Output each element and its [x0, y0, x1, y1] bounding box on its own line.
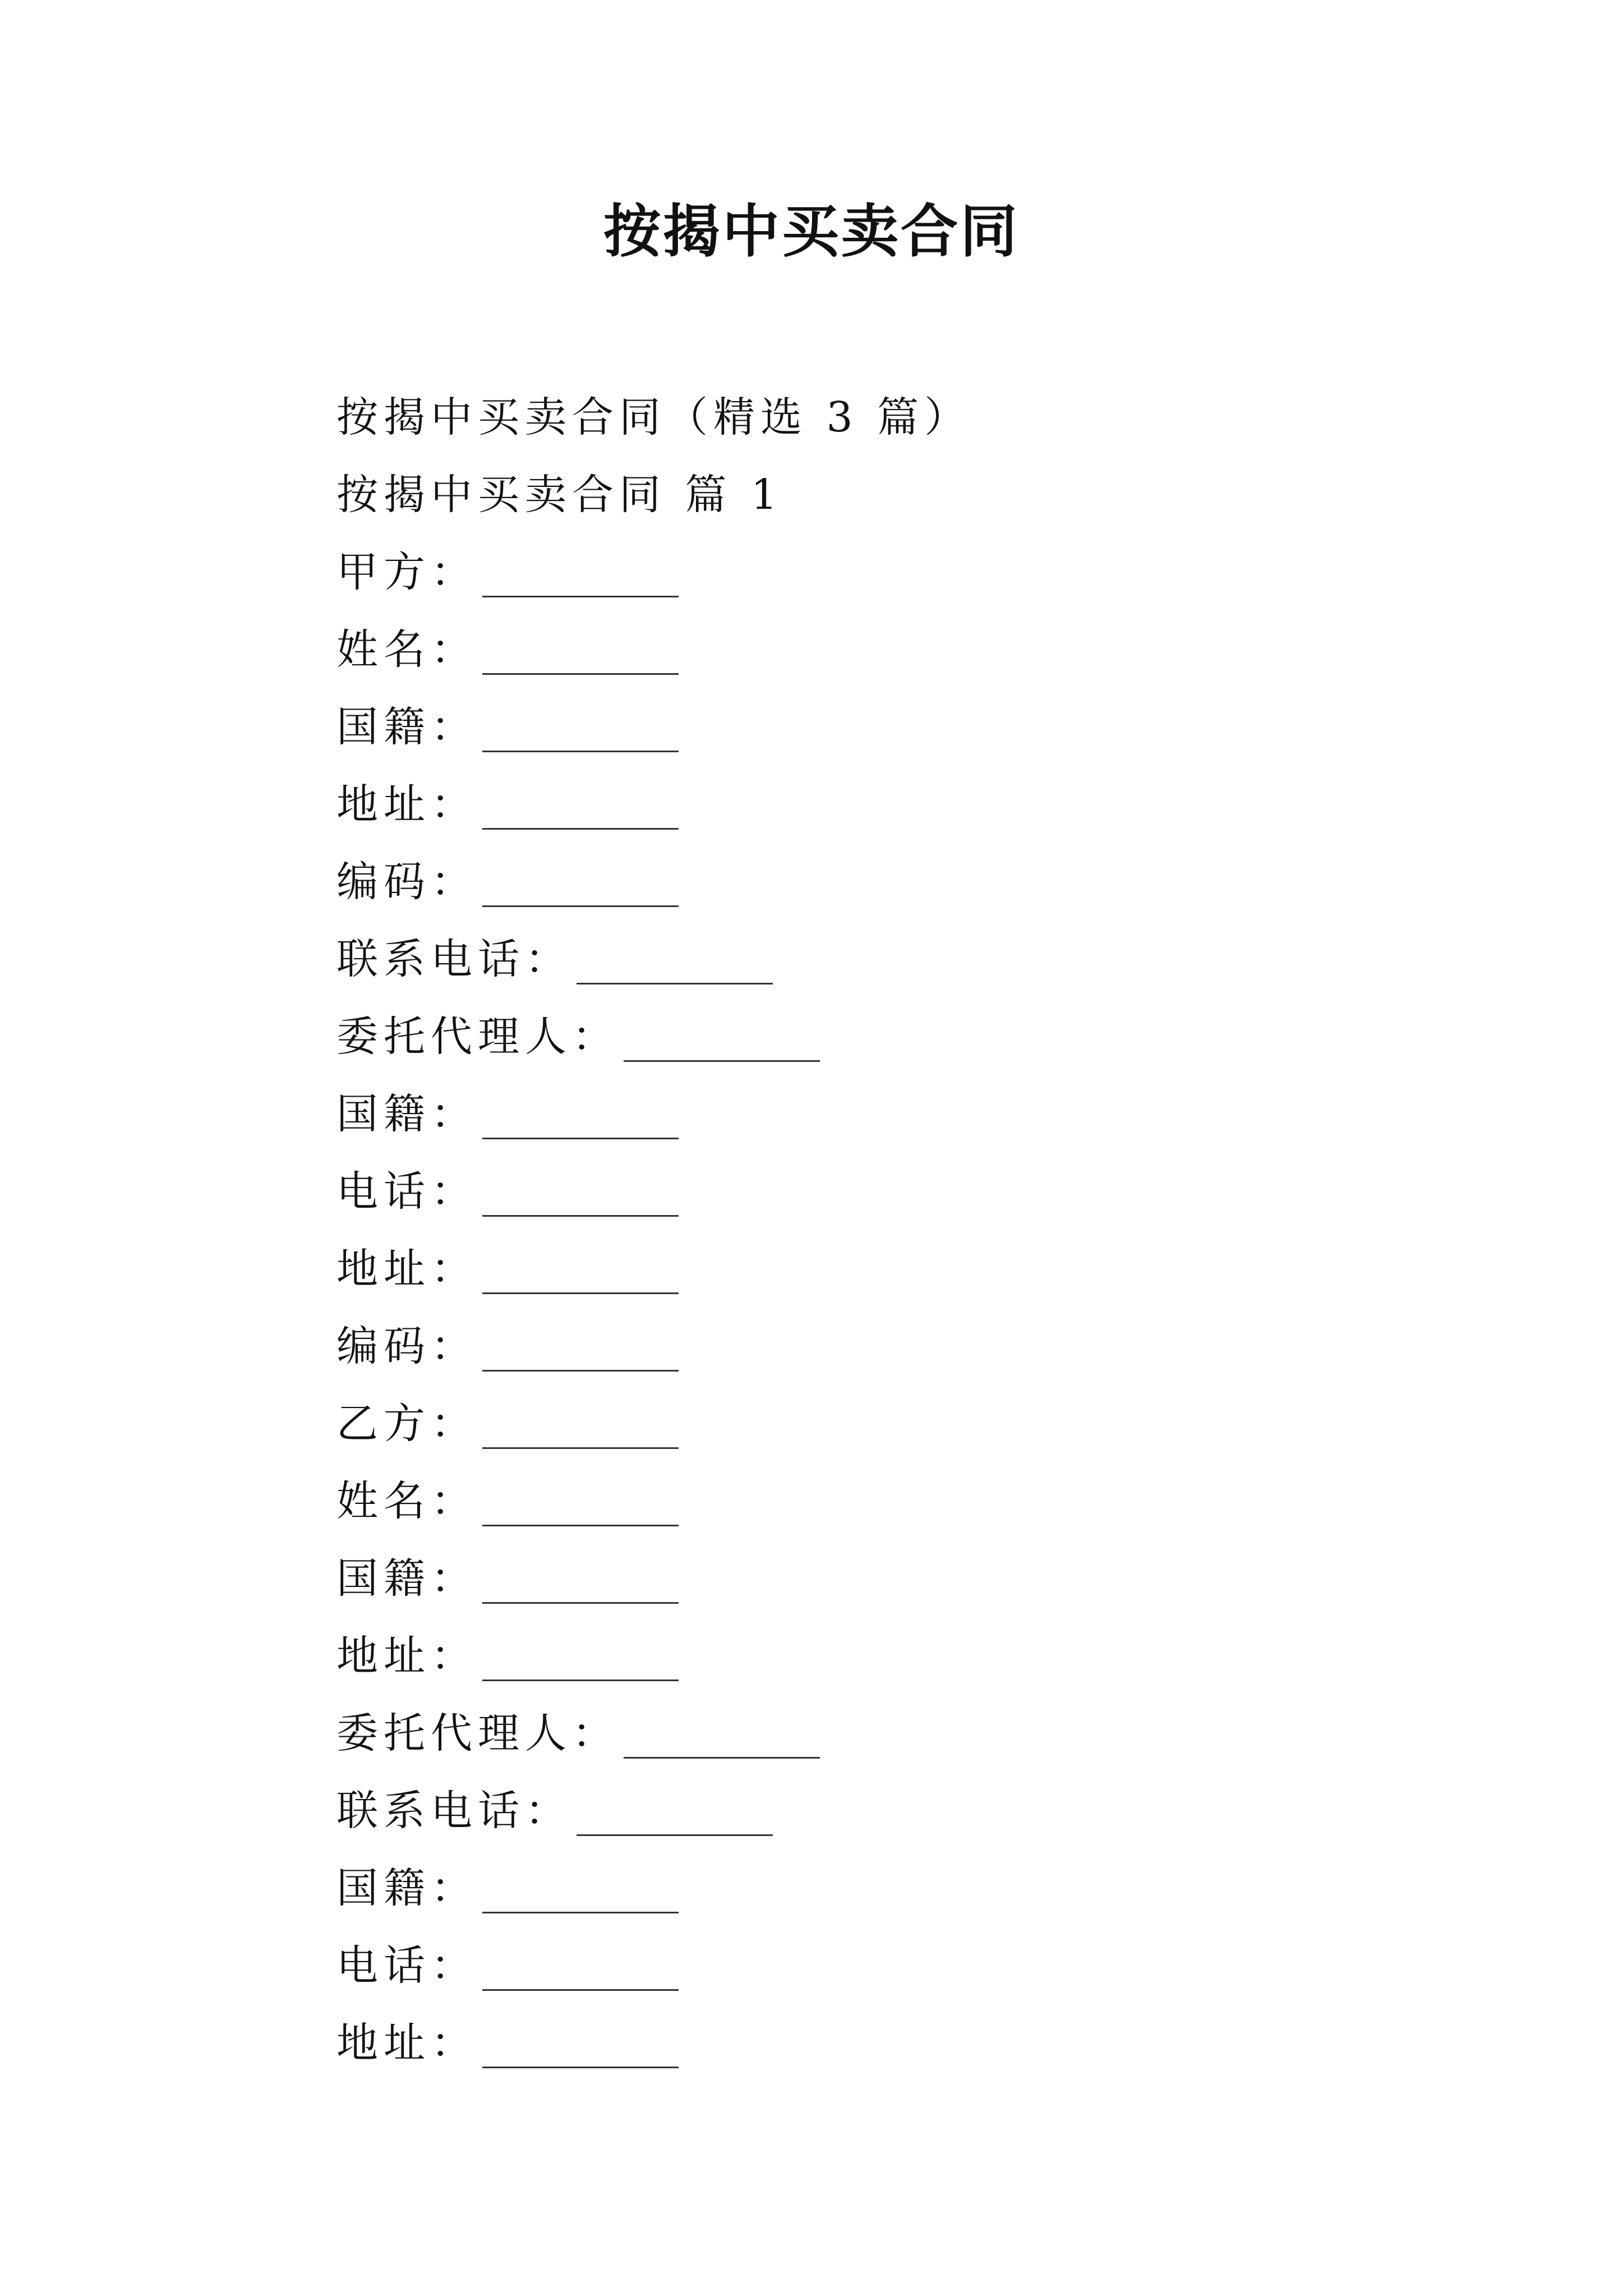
blank-field-line[interactable]	[482, 797, 679, 830]
blank-field-line[interactable]	[577, 1803, 773, 1836]
field-row	[336, 998, 1514, 1075]
document-title: 按揭中买卖合同	[603, 198, 1020, 265]
field-label: 电话：	[336, 1167, 478, 1216]
field-row	[336, 1772, 1514, 1849]
blank-field-line[interactable]	[482, 1958, 679, 1991]
field-label: 联系电话：	[336, 1787, 572, 1835]
section-heading: 按揭中买卖合同 篇 1	[336, 471, 783, 519]
field-row	[336, 533, 1514, 611]
field-row	[336, 688, 1514, 766]
field-label: 国籍：	[336, 1090, 478, 1138]
field-row	[336, 1153, 1514, 1230]
blank-field-line[interactable]	[482, 1648, 679, 1681]
document-body	[336, 379, 1514, 2082]
field-label: 地址：	[336, 1245, 478, 1293]
field-row	[336, 1230, 1514, 1308]
blank-field-line[interactable]	[482, 719, 679, 752]
blank-field-line[interactable]	[482, 642, 679, 675]
field-label: 编码：	[336, 1322, 478, 1370]
field-label: 姓名：	[336, 625, 478, 674]
field-row	[336, 766, 1514, 843]
blank-field-line[interactable]	[482, 1106, 679, 1139]
document-subtitle: 按揭中买卖合同（精选 3 篇）	[336, 393, 972, 441]
field-label: 国籍：	[336, 1554, 478, 1603]
blank-field-line[interactable]	[624, 1029, 820, 1062]
field-row	[336, 921, 1514, 998]
field-label: 甲方：	[336, 548, 478, 596]
field-label: 国籍：	[336, 1864, 478, 1912]
blank-field-line[interactable]	[482, 1261, 679, 1294]
field-label: 电话：	[336, 1941, 478, 1990]
field-row	[336, 1617, 1514, 1695]
field-row	[336, 611, 1514, 688]
field-row	[336, 1385, 1514, 1462]
field-row	[336, 1462, 1514, 1540]
blank-field-line[interactable]	[624, 1726, 820, 1759]
field-row	[336, 1927, 1514, 2004]
blank-field-line[interactable]	[482, 2035, 679, 2068]
blank-field-line[interactable]	[482, 1880, 679, 1913]
blank-field-line[interactable]	[482, 564, 679, 597]
blank-field-line[interactable]	[577, 951, 773, 984]
blank-field-line[interactable]	[482, 1416, 679, 1449]
field-label: 联系电话：	[336, 935, 572, 983]
blank-field-line[interactable]	[482, 874, 679, 907]
blank-field-line[interactable]	[482, 1571, 679, 1604]
blank-field-line[interactable]	[482, 1184, 679, 1217]
field-label: 编码：	[336, 858, 478, 906]
field-row	[336, 1308, 1514, 1385]
field-label: 姓名：	[336, 1477, 478, 1525]
field-label: 委托代理人：	[336, 1709, 619, 1757]
field-label: 国籍：	[336, 703, 478, 751]
field-row	[336, 2004, 1514, 2082]
blank-field-line[interactable]	[482, 1338, 679, 1372]
field-label: 乙方：	[336, 1400, 478, 1448]
field-row	[336, 1540, 1514, 1617]
field-label: 地址：	[336, 780, 478, 829]
field-row	[336, 1849, 1514, 1927]
field-row	[336, 1075, 1514, 1153]
field-label: 委托代理人：	[336, 1013, 619, 1061]
field-label: 地址：	[336, 1632, 478, 1680]
field-row	[336, 843, 1514, 921]
blank-field-line[interactable]	[482, 1493, 679, 1526]
field-row	[336, 1695, 1514, 1772]
field-label: 地址：	[336, 2019, 478, 2067]
